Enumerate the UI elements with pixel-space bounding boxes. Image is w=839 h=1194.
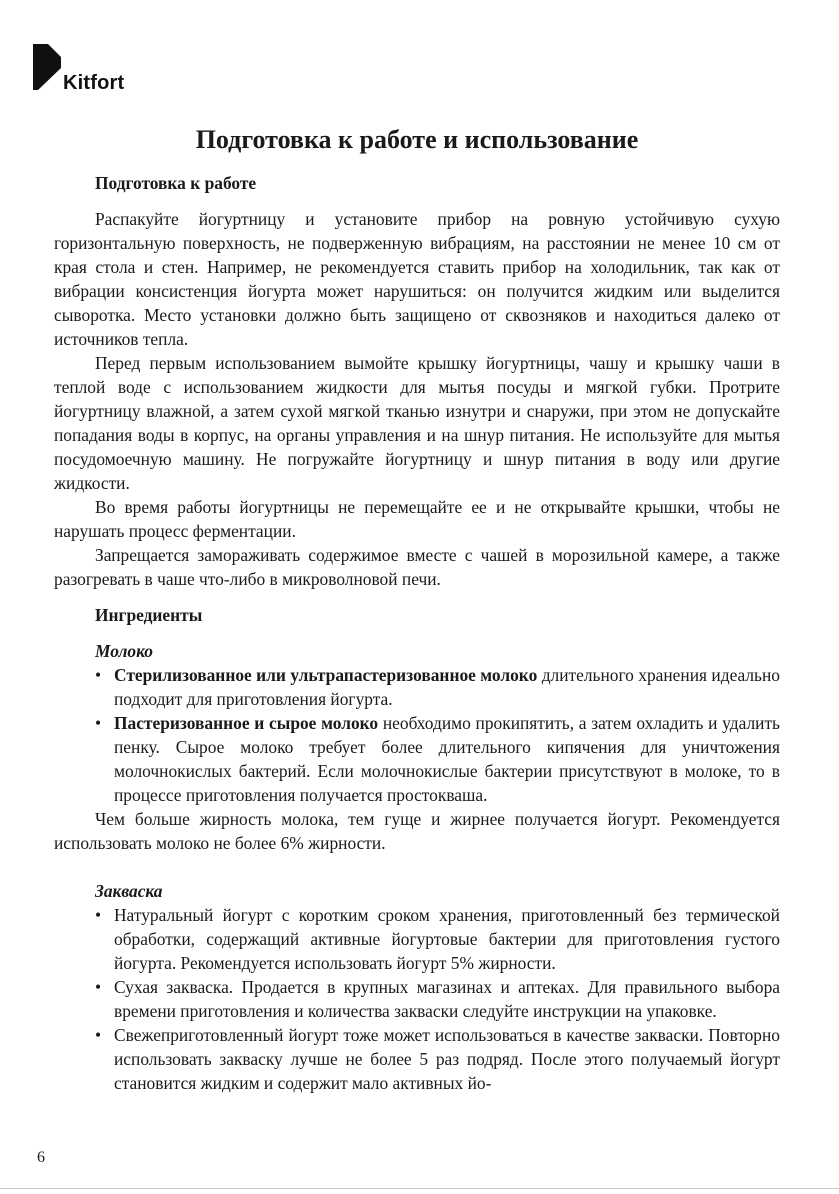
list-item: [54, 663, 780, 711]
bullet-icon: •: [95, 977, 102, 997]
page-title: Подготовка к работе и использование: [195, 125, 639, 154]
list-item-bold: Пастеризованное и сырое молоко: [114, 713, 379, 733]
paragraph-milk-fat: Чем больше жирность молока, тем гуще и жирнее получается йогурт. Рекомендуется использовать молоко не более 6% жирности.: [54, 809, 780, 853]
bullet-icon: •: [95, 1025, 102, 1045]
kitfort-logo-icon: [33, 44, 63, 90]
list-item-text: необходимо прокипятить, а затем охладить и удалить пенку. Сырое молоко требует более длительного кипячения для уничтожения молочнокислых бактерий. Если молочнокислые бактерии присутствуют в молоке, то в процессе приготовления получается простокваша.: [114, 713, 780, 805]
list-item-text: Свежеприготовленный йогурт тоже может использоваться в качестве закваски. Повторно использовать закваску лучше не более 5 раз подряд. После этого получаемый йогурт становится жидким и содержит мало активных йо-: [114, 1025, 780, 1093]
bullet-icon: •: [95, 905, 102, 925]
paragraph-placement: Распакуйте йогуртницу и установите прибор на ровную устойчивую сухую горизонтальную поверхность, не подверженную вибрациям, на расстоянии не менее 10 см от края стола и стен. Например, не рекомендуется ставить прибор на холодильник, так как от вибрации консистенция йогурта может нарушиться: он получится жидким или выделится сыворотка. Место установки должно быть защищено от сквозняков и находиться далеко от источников тепла.: [54, 209, 780, 349]
bullet-icon: •: [95, 665, 102, 685]
list-item: [54, 711, 780, 807]
bullet-icon: •: [95, 713, 102, 733]
section-heading-ingredients: Ингредиенты: [95, 605, 203, 625]
milk-list: [54, 663, 780, 807]
starter-list: [54, 903, 780, 1095]
brand-name: Kitfort: [63, 72, 125, 94]
page-content: [54, 122, 780, 1095]
subheading-milk: Молоко: [95, 641, 153, 661]
section-heading-preparation: Подготовка к работе: [95, 173, 257, 193]
paragraph-operation: Во время работы йогуртницы не перемещайте ее и не открывайте крышки, чтобы не нарушать процесс ферментации.: [54, 497, 780, 541]
paragraph-prohibition: Запрещается замораживать содержимое вместе с чашей в морозильной камере, а также разогревать в чаше что-либо в микроволновой печи.: [54, 545, 780, 589]
page-number: 6: [37, 1149, 45, 1166]
list-item-text: длительного хранения идеально подходит для приготовления йогурта.: [114, 665, 780, 709]
brand-logo: [33, 44, 143, 96]
paragraph-cleaning: Перед первым использованием вымойте крышку йогуртницы, чашу и крышку чаши в теплой воде с использованием жидкости для мытья посуды и мягкой губки. Протрите йогуртницу влажной, а затем сухой мягкой тканью изнутри и снаружи, при этом не допускайте попадания воды в корпус, на органы управления и на шнур питания. Не используйте для мытья посудомоечную машину. Не погружайте йогуртницу и шнур питания в воду или другие жидкости.: [54, 353, 780, 493]
footer-divider: [0, 1188, 839, 1189]
list-item-bold: Стерилизованное или ультрапастеризованное молоко: [114, 665, 538, 685]
list-item-text: Натуральный йогурт с коротким сроком хранения, приготовленный без термической обработки, содержащий активные йогуртовые бактерии для приготовления густого йогурта. Рекомендуется использовать йогурт 5% жирности.: [114, 905, 780, 973]
subheading-starter: Закваска: [95, 881, 163, 901]
list-item: [54, 1023, 780, 1095]
list-item: [54, 903, 780, 975]
list-item: [54, 975, 780, 1023]
list-item-text: Сухая закваска. Продается в крупных магазинах и аптеках. Для правильного выбора времени приготовления и количества закваски следуйте инструкции на упаковке.: [114, 977, 780, 1021]
